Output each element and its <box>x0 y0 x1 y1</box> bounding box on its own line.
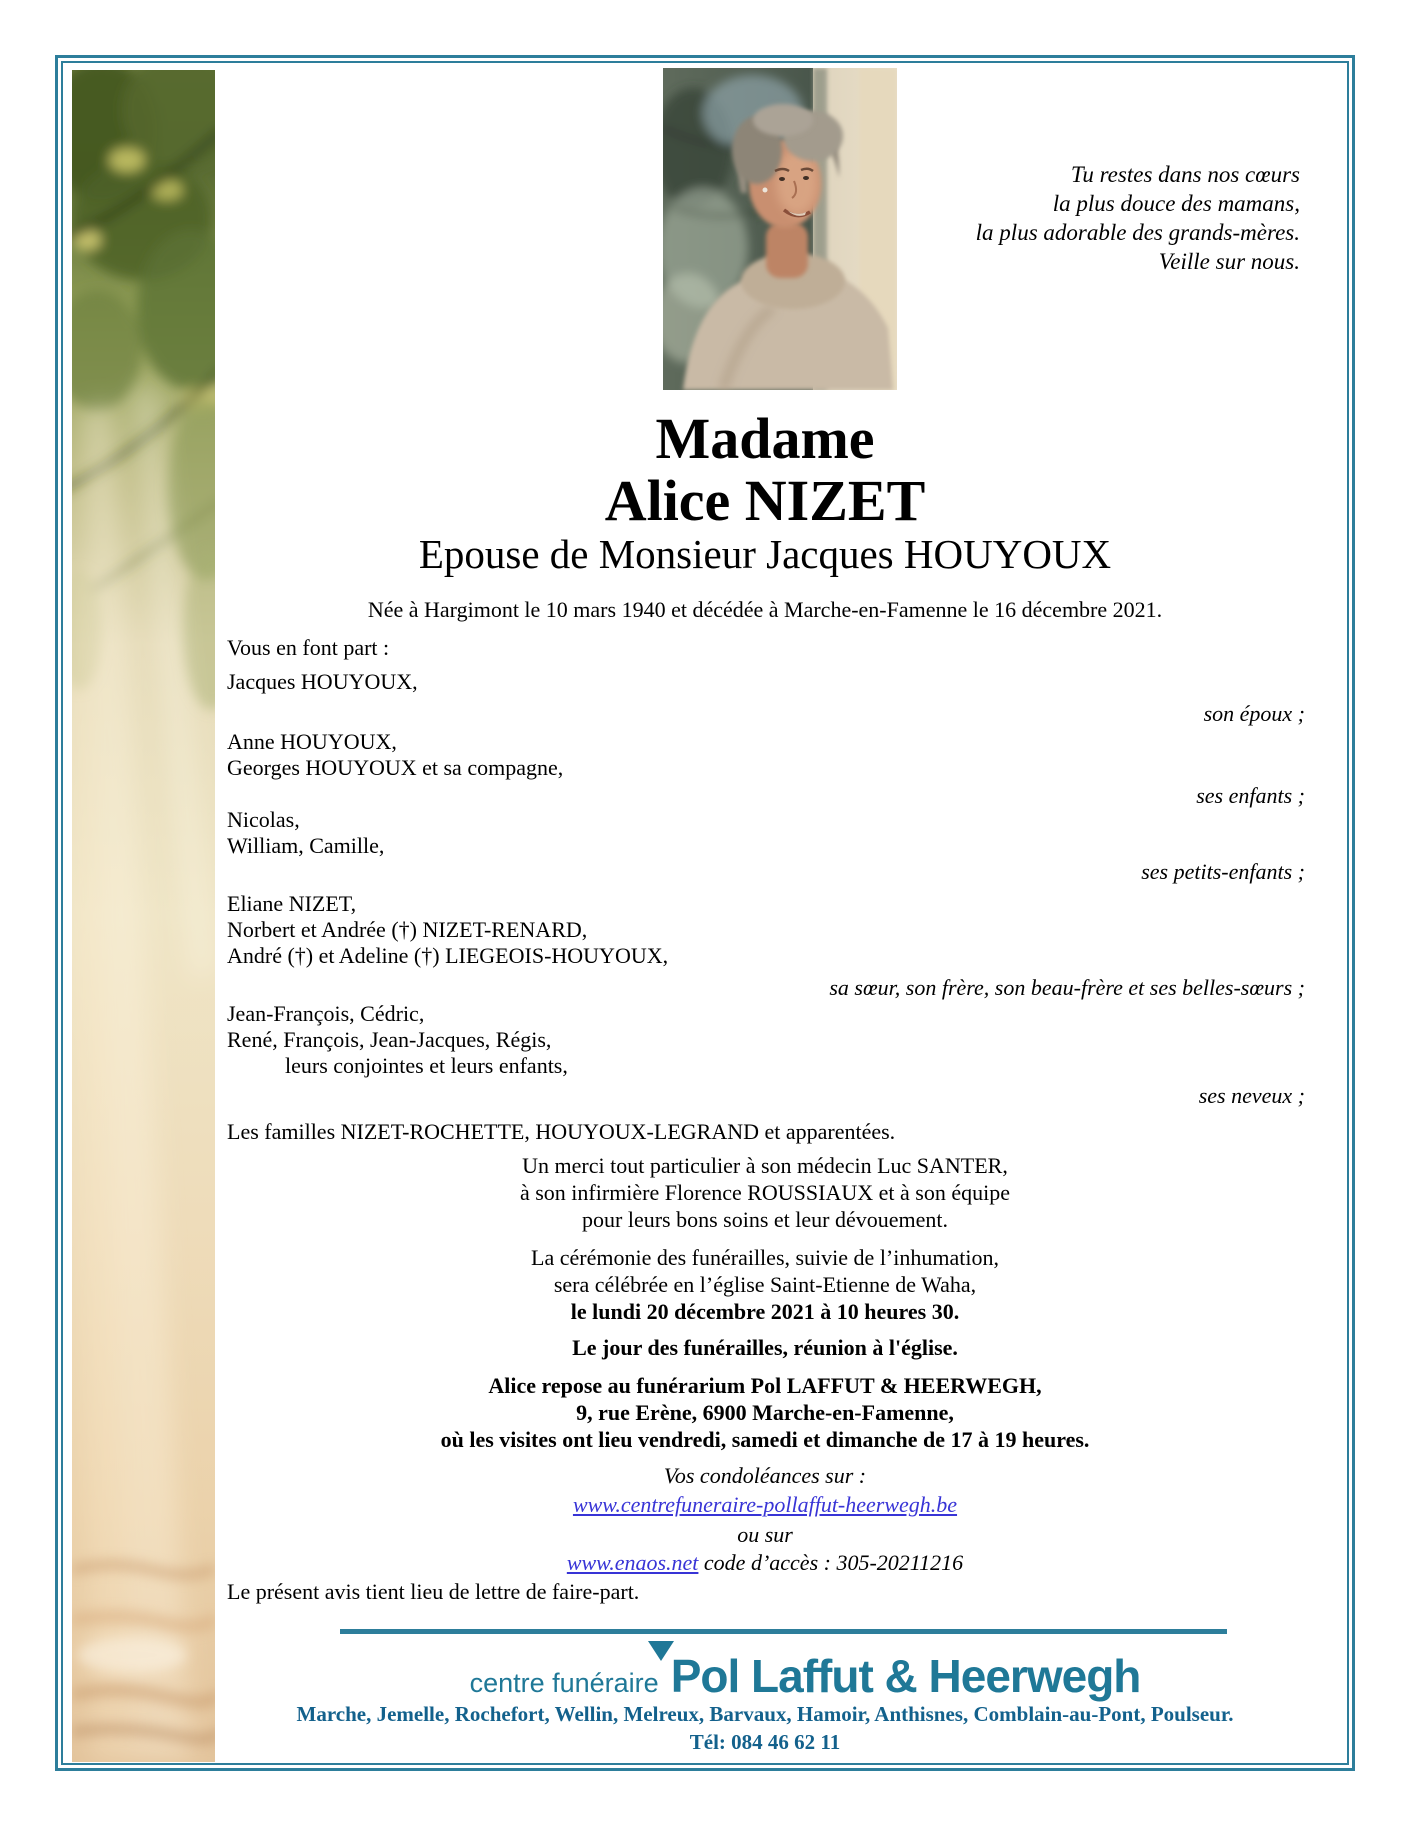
announcement-line: Vous en font part : <box>227 635 390 660</box>
forest-path-photo <box>72 70 215 1762</box>
family-relation: ses petits-enfants ; <box>1141 859 1305 884</box>
thanks-line: Un merci tout particulier à son médecin Luc SANTER, <box>522 1153 1008 1178</box>
family-name: William, Camille, <box>227 833 385 858</box>
family-name: Anne HOUYOUX, <box>227 729 397 754</box>
family-relation: sa sœur, son frère, son beau-frère et ses belles-sœurs ; <box>829 975 1305 1000</box>
portrait-photo <box>663 68 897 390</box>
family-name: René, François, Jean-Jacques, Régis, <box>227 1027 552 1052</box>
family-name: Norbert et Andrée (†) NIZET-RENARD, <box>227 917 588 942</box>
family-name: Georges HOUYOUX et sa compagne, <box>227 755 564 780</box>
repose-line: où les visites ont lieu vendredi, samedi et dimanche de 17 à 19 heures. <box>440 1427 1090 1452</box>
meeting-line: Le jour des funérailles, réunion à l'église. <box>572 1335 958 1360</box>
ceremony-block <box>215 1244 1315 1325</box>
family-name: Jean-François, Cédric, <box>227 1001 425 1026</box>
access-code: code d’accès : 305-20211216 <box>698 1550 964 1575</box>
ceremony-line: sera célébrée en l’église Saint-Etienne de Waha, <box>553 1272 977 1297</box>
condolences-or: ou sur <box>737 1522 793 1547</box>
memorial-quote <box>976 160 1300 276</box>
family-relation: ses enfants ; <box>1196 783 1305 808</box>
footer-locations: Marche, Jemelle, Rochefort, Wellin, Melreux, Barvaux, Hamoir, Anthisnes, Comblain-au-Pont, Poulseur. <box>296 1702 1234 1726</box>
brand-name: Pol Laffut & Heerwegh <box>670 1650 1141 1702</box>
quote-line: la plus adorable des grands-mères. <box>975 220 1300 245</box>
repose-line: 9, rue Erène, 6900 Marche-en-Famenne, <box>576 1400 954 1425</box>
quote-line: Veille sur nous. <box>1158 249 1300 274</box>
condolences-link-2[interactable]: www.enaos.net <box>566 1550 699 1575</box>
title-subtitle: Epouse de Monsieur Jacques HOUYOUX <box>418 531 1112 577</box>
ceremony-date-line: le lundi 20 décembre 2021 à 10 heures 30. <box>570 1299 960 1324</box>
repose-line: Alice repose au funérarium Pol LAFFUT & HEERWEGH, <box>488 1373 1042 1398</box>
family-name: Nicolas, <box>227 807 300 832</box>
footer-divider <box>340 1629 1227 1634</box>
family-relation: son époux ; <box>1203 701 1305 726</box>
condolences-intro: Vos condoléances sur : <box>663 1463 867 1488</box>
repose-block <box>215 1372 1315 1453</box>
condolences-block <box>215 1462 1315 1576</box>
birth-death-line: Née à Hargimont le 10 mars 1940 et décédée à Marche-en-Famenne le 16 décembre 2021. <box>367 597 1163 622</box>
deceased-name: Alice NIZET <box>604 468 926 533</box>
families-line: Les familles NIZET-ROCHETTE, HOUYOUX-LEGRAND et apparentées. <box>227 1119 896 1144</box>
ceremony-line: La cérémonie des funérailles, suivie de l’inhumation, <box>531 1245 999 1270</box>
footer-phone: Tél: 084 46 62 11 <box>689 1730 841 1754</box>
thanks-line: à son infirmière Florence ROUSSIAUX et à son équipe <box>519 1180 1010 1205</box>
family-name: André (†) et Adeline (†) LIEGEOIS-HOUYOUX, <box>227 943 669 968</box>
family-name: leurs conjointes et leurs enfants, <box>285 1053 568 1078</box>
notice-line: Le présent avis tient lieu de lettre de faire-part. <box>227 1579 640 1604</box>
thanks-block <box>215 1152 1315 1233</box>
quote-line: la plus douce des mamans, <box>1052 191 1300 216</box>
brand-prefix: centre funéraire <box>469 1668 659 1698</box>
thanks-line: pour leurs bons soins et leur dévouement. <box>582 1207 948 1232</box>
condolences-link-1[interactable]: www.centrefuneraire-pollaffut-heerwegh.be <box>572 1492 958 1517</box>
family-name: Eliane NIZET, <box>227 891 357 916</box>
family-relation: ses neveux ; <box>1198 1083 1305 1108</box>
family-name: Jacques HOUYOUX, <box>227 669 418 694</box>
title-salutation: Madame <box>655 406 875 471</box>
quote-line: Tu restes dans nos cœurs <box>1070 162 1300 187</box>
title-block <box>215 408 1315 576</box>
